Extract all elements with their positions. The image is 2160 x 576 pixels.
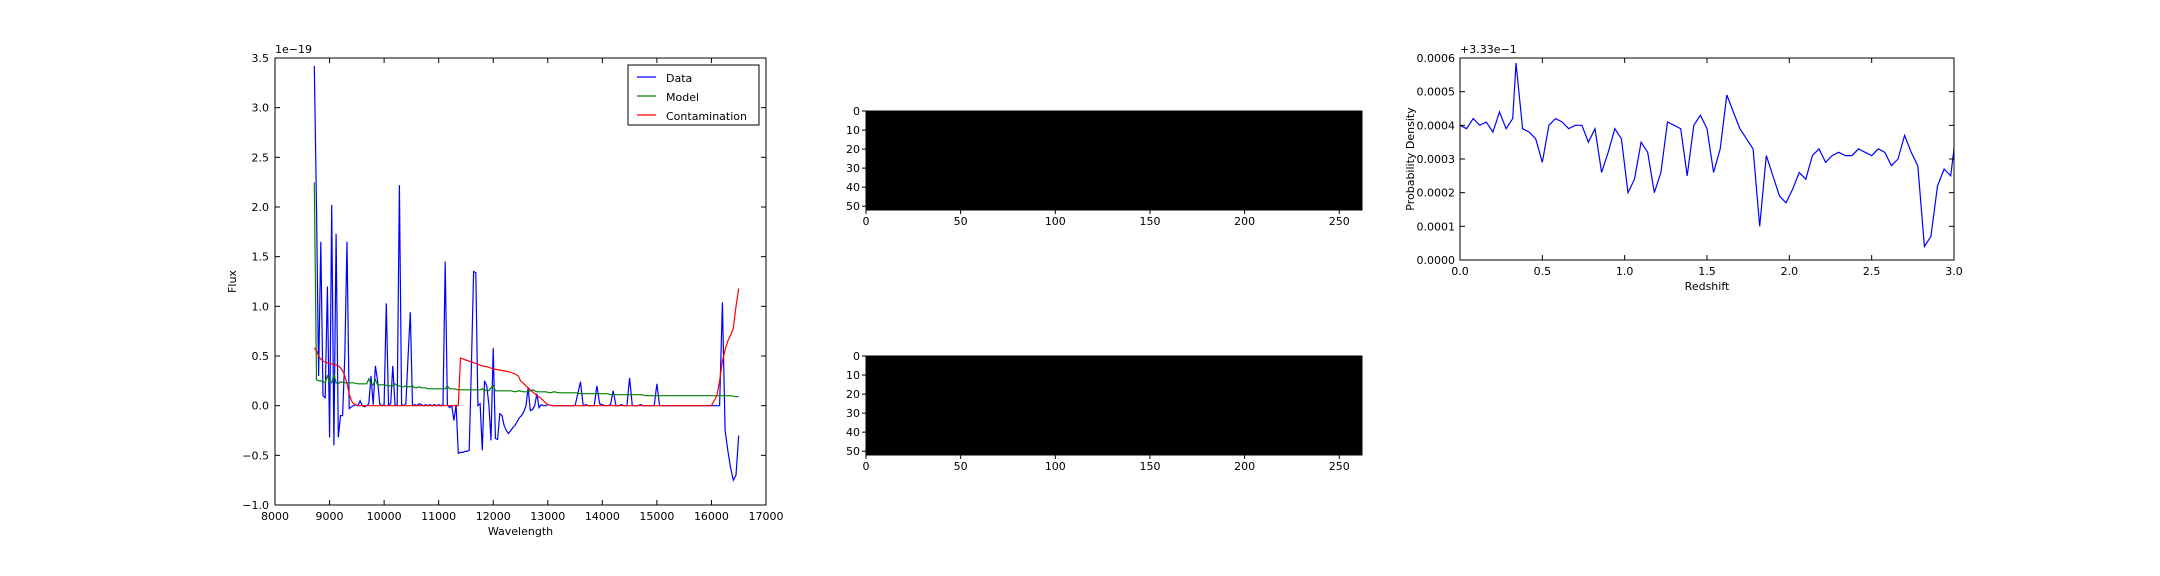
x-tick-label: 150 [1139,215,1161,228]
x-tick-label: 10000 [366,510,402,523]
y-tick-label: 0.0000 [1416,254,1455,267]
y-tick-label: 2.5 [251,151,269,165]
y-tick-label: 10 [846,124,860,138]
y-tick-label: 3.5 [251,52,269,65]
y-tick-label: 2.0 [251,201,269,214]
y-tick-label: 30 [846,407,860,421]
x-tick-label: 150 [1139,460,1161,473]
y-tick-label: 10 [846,369,860,383]
image-area [866,111,1362,210]
y-axis-label: Flux [226,270,239,293]
x-tick-label: 8000 [261,510,289,523]
top-image-panel [846,105,1362,228]
x-tick-label: 50 [953,460,968,473]
x-axis-label: Redshift [1684,280,1730,293]
x-tick-label: 2.5 [1862,265,1881,278]
legend-label: Model [666,91,700,104]
x-tick-label: 0.0 [1451,265,1469,278]
legend-label: Contamination [666,110,747,123]
x-tick-label: 50 [953,215,968,228]
x-tick-label: 100 [1044,460,1066,473]
x-tick-label: 17000 [748,510,784,523]
x-tick-label: 14000 [584,510,620,523]
y-tick-label: 0.0004 [1416,119,1455,133]
y-tick-label: 0.0 [251,399,269,413]
x-tick-label: 3.0 [1945,265,1963,278]
x-tick-label: 100 [1044,215,1066,228]
y-tick-label: 50 [846,200,860,214]
y-tick-label: 3.0 [251,101,269,115]
legend [628,65,759,125]
y-tick-label: 0 [853,350,860,363]
y-tick-label: 0.0006 [1416,52,1455,65]
x-tick-label: 15000 [639,510,675,523]
x-tick-label: 200 [1234,215,1256,228]
plot-area [1460,58,1954,260]
x-tick-label: 0 [862,215,870,228]
y-tick-label: 0.0003 [1416,153,1455,166]
offset-text: +3.33e−1 [1460,43,1517,56]
y-tick-label: 50 [846,445,860,459]
y-tick-label: 20 [846,143,860,157]
y-tick-label: 20 [846,388,860,402]
legend-label: Data [666,72,693,85]
x-tick-label: 200 [1234,460,1256,473]
x-tick-label: 13000 [530,510,566,523]
y-tick-label: 0.0002 [1416,186,1455,200]
x-tick-label: 250 [1328,215,1350,228]
offset-text: 1e−19 [275,43,312,56]
y-tick-label: −1.0 [242,499,269,512]
y-tick-label: 0.0001 [1416,220,1455,234]
x-axis-label: Wavelength [487,525,554,538]
x-tick-label: 9000 [315,510,344,523]
x-tick-label: 0.5 [1533,265,1552,278]
x-tick-label: 16000 [693,510,729,523]
y-tick-label: 0.5 [251,350,269,363]
y-tick-label: 30 [846,162,860,176]
y-axis-label: Probability Density [1404,107,1417,211]
x-tick-label: 1.5 [1698,265,1716,278]
y-tick-label: 1.0 [251,300,269,314]
bottom-image-panel [846,350,1362,473]
x-tick-label: 0 [862,460,870,473]
x-tick-label: 1.0 [1615,265,1634,278]
spectrum-chart [226,43,784,538]
x-tick-label: 12000 [475,510,511,523]
y-tick-label: 40 [846,181,860,195]
y-tick-label: 1.5 [251,250,269,264]
y-tick-label: 0 [853,105,860,118]
x-tick-label: 250 [1328,460,1350,473]
y-tick-label: −0.5 [242,449,269,463]
y-tick-label: 40 [846,426,860,440]
redshift-pdf-chart [1404,43,1963,293]
y-tick-label: 0.0005 [1416,85,1455,99]
x-tick-label: 11000 [421,510,457,523]
image-area [866,356,1362,455]
x-tick-label: 2.0 [1780,265,1799,278]
